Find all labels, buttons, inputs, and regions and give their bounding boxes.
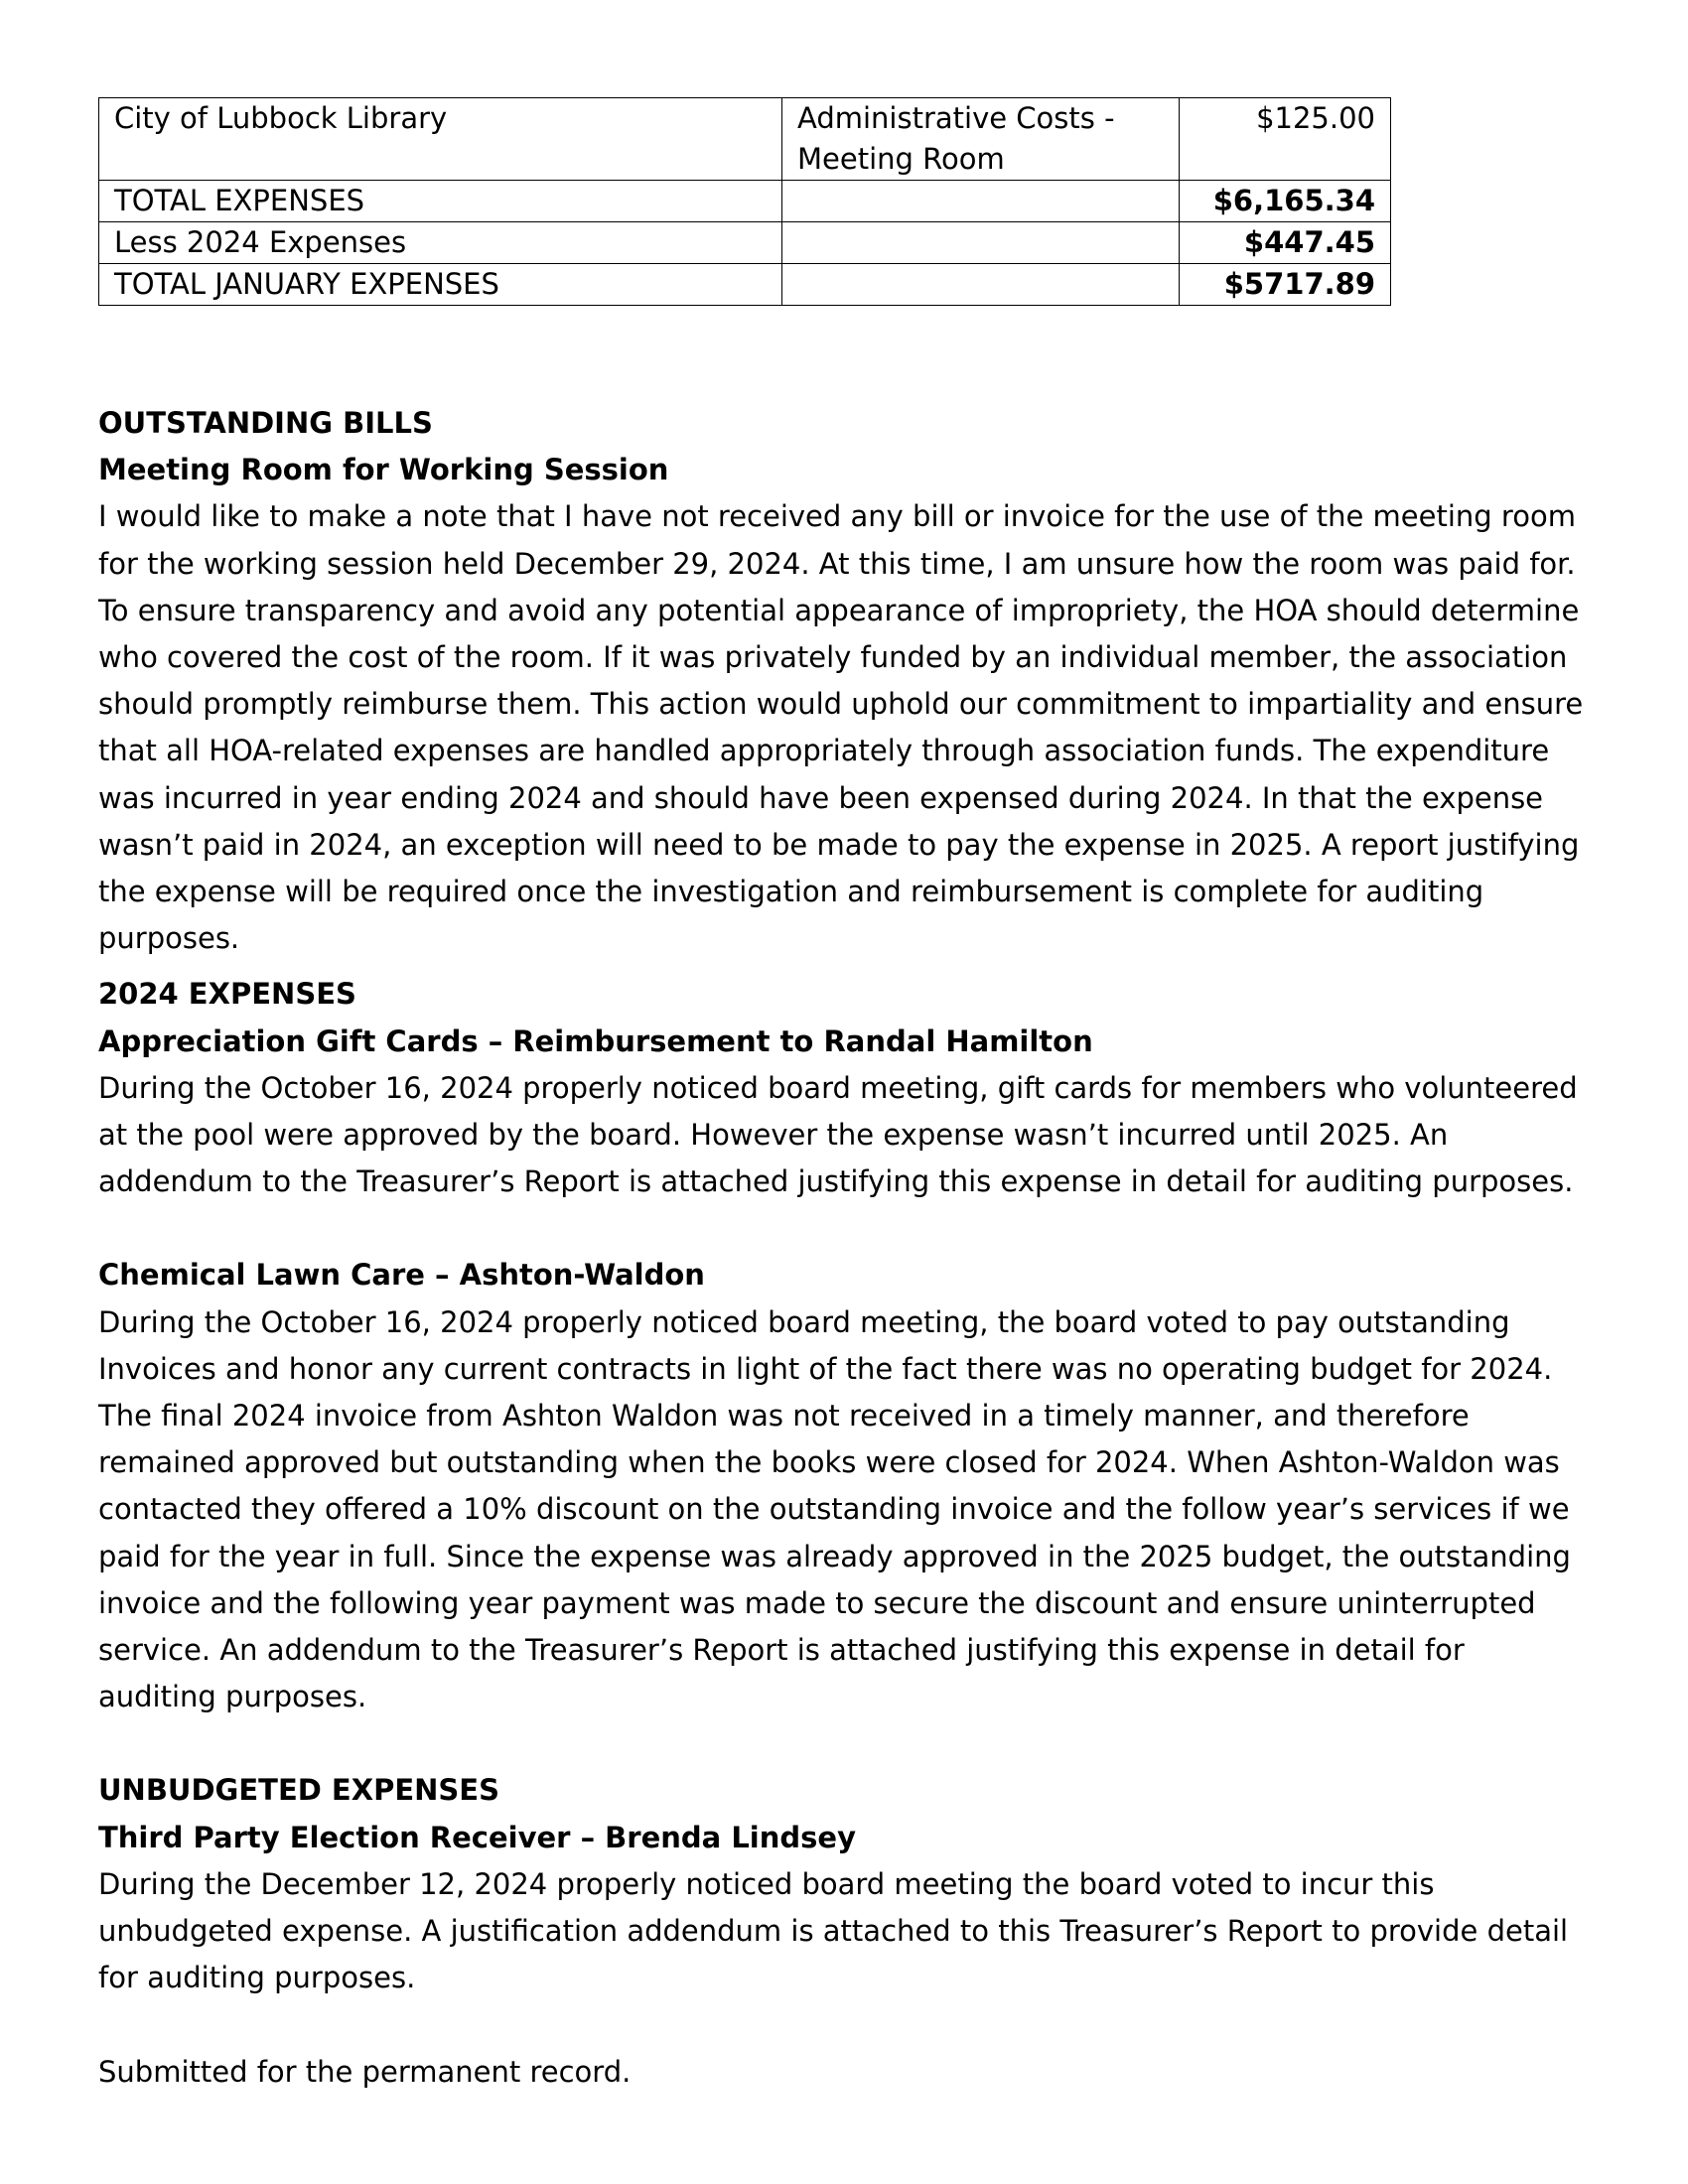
- payee-cell: TOTAL JANUARY EXPENSES: [99, 264, 782, 306]
- table-row: [99, 98, 1391, 181]
- payee-cell: City of Lubbock Library: [99, 98, 782, 181]
- payee-cell: Less 2024 Expenses: [99, 222, 782, 264]
- amount-cell: $447.45: [1180, 222, 1391, 264]
- table-row: [99, 181, 1391, 222]
- amount-cell: $125.00: [1180, 98, 1391, 181]
- paragraph-gift-cards: During the October 16, 2024 properly noticed board meeting, gift cards for members who volunteered at the pool were approved by the board. However the expense wasn’t incurred until 2025. An addendum to the Treasurer’s Report is attached justifying this expense in detail for auditing purposes.: [98, 1070, 1578, 1199]
- amount-cell: $6,165.34: [1180, 181, 1391, 222]
- payee-cell: TOTAL EXPENSES: [99, 181, 782, 222]
- section-heading-outstanding: OUTSTANDING BILLS: [98, 406, 433, 440]
- table-row: [99, 264, 1391, 306]
- paragraph-lawn-care: During the October 16, 2024 properly noticed board meeting, the board voted to pay outstanding Invoices and honor any current contracts in light of the fact there was no operating budget for 2024. The final 2024 invoice from Ashton Waldon was not received in a timely manner, and therefore remained approved but outstanding when the books were closed for 2024. When Ashton-Waldon was contacted they offered a 10% discount on the outstanding invoice and the follow year’s services if we paid for the year in full. Since the expense was already approved in the 2025 budget, the outstanding invoice and the following year payment was made to secure the discount and ensure uninterrupted service. An addendum to the Treasurer’s Report is attached justifying this expense in detail for auditing purposes.: [98, 1304, 1571, 1714]
- description-cell: [782, 222, 1180, 264]
- amount-cell: $5717.89: [1180, 264, 1391, 306]
- paragraph-meeting-room-note: I would like to make a note that I have not received any bill or invoice for the use of the meeting room for the working session held December 29, 2024. At this time, I am unsure how the room was paid for.: [98, 499, 1576, 581]
- subheading-meeting-room: Meeting Room for Working Session: [98, 453, 669, 487]
- section-heading-unbudgeted: UNBUDGETED EXPENSES: [98, 1773, 500, 1808]
- report-body: [98, 400, 1588, 2096]
- subheading-lawn-care: Chemical Lawn Care – Ashton-Waldon: [98, 1258, 705, 1293]
- section-heading-2024-expenses: 2024 EXPENSES: [98, 977, 356, 1012]
- expense-table: [98, 97, 1391, 306]
- paragraph-transparency: To ensure transparency and avoid any potential appearance of impropriety, the HOA should determine who covered the cost of the room. If it was privately funded by an individual member, the association should promptly reimburse them. This action would uphold our commitment to impartiality and ensure that all HOA-related expenses are handled appropriately through association funds. The expenditure was incurred in year ending 2024 and should have been expensed during 2024. In that the expense wasn’t paid in 2024, an exception will need to be made to pay the expense in 2025. A report justifying the expense will be required once the investigation and reimbursement is complete for auditing purposes.: [98, 593, 1584, 956]
- description-cell: Administrative Costs - Meeting Room: [782, 98, 1180, 181]
- subheading-election-receiver: Third Party Election Receiver – Brenda Lindsey: [98, 1820, 856, 1854]
- table-row: [99, 222, 1391, 264]
- description-cell: [782, 264, 1180, 306]
- subheading-gift-cards: Appreciation Gift Cards – Reimbursement to Randal Hamilton: [98, 1024, 1093, 1058]
- closing-statement: Submitted for the permanent record.: [98, 2054, 632, 2089]
- paragraph-election-receiver: During the December 12, 2024 properly noticed board meeting the board voted to incur this unbudgeted expense. A justification addendum is attached to this Treasurer’s Report to provide detail for auditing purposes.: [98, 1866, 1569, 1995]
- document-page: [98, 97, 1588, 2096]
- description-cell: [782, 181, 1180, 222]
